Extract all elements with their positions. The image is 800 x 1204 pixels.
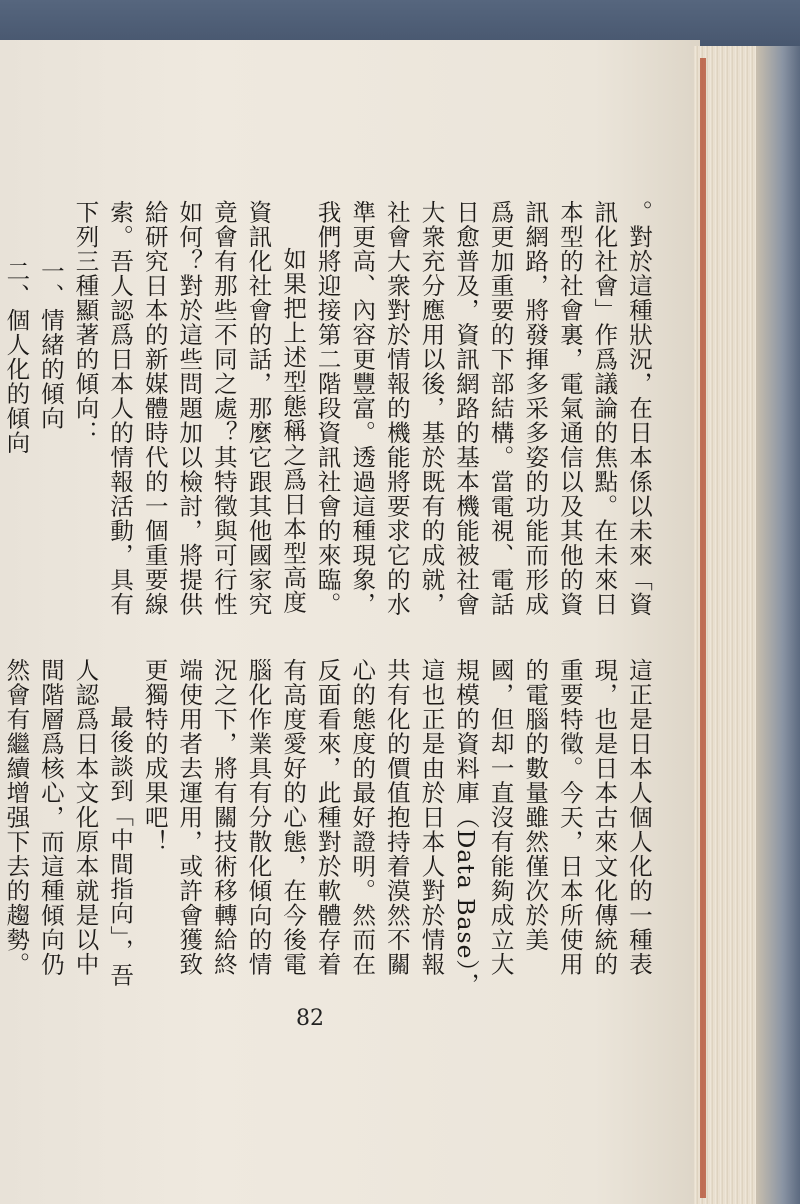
lower-paragraph: 最後談到「中間指向」，吾人認爲日本文化原本就是以中間階層爲核心，而這種傾向仍然會有繼續增强下去的趨勢。 bbox=[2, 658, 135, 988]
page-edge-stain bbox=[700, 58, 706, 1198]
upper-paragraph: 一、情緒的傾向 bbox=[36, 258, 65, 431]
lower-text-block bbox=[2, 658, 656, 998]
page-number: 82 bbox=[296, 1006, 324, 1031]
upper-paragraph: 如果把上述型態稱之爲日本型高度資訊化社會的話，那麼它跟其他國家究竟會有那些不同之處？其特徵與可行性如何？對於這些問題加以檢討，將提供給研究日本的新媒體時代的一個重要線索。吾人認爲日本人的情報活動，具有下列三種顯著的傾向： bbox=[71, 200, 308, 617]
upper-paragraph: 。對於這種狀況，在日本係以未來「資訊化社會」作爲議論的焦點。在未來日本型的社會裏，電氣通信以及其他的資訊網路，將發揮多采多姿的功能而形成爲更加重要的下部結構。當電視、電話日愈普及，資訊網路的基本機能被社會大衆充分應用以後，基於既有的成就，社會大衆對於情報的機能將要求它的水準更高、內容更豐富。透過這種現象，我們將迎接第二階段資訊社會的來臨。 bbox=[313, 200, 653, 617]
binding-shadow bbox=[756, 46, 800, 1204]
upper-paragraph: 二、個人化的傾向 bbox=[2, 258, 31, 455]
lower-paragraph: 這正是日本人個人化的一種表現，也是日本古來文化傳統的重要特徵。今天，日本所使用的電腦的數量雖然僅次於美國，但却一直沒有能夠成立大規模的資料庫（Data Base），這也正是由於日本人對於情報共有化的價值抱持着漠然不關心的態度的最好證明。然而在反面看來，此種對於軟體存着有高度愛好的心態，在今後電腦化作業具有分散化傾向的情況之下，將有關技術移轉給終端使用者去運用，或許會獲致更獨特的成果吧！ bbox=[140, 658, 653, 997]
upper-text-block bbox=[2, 200, 656, 630]
